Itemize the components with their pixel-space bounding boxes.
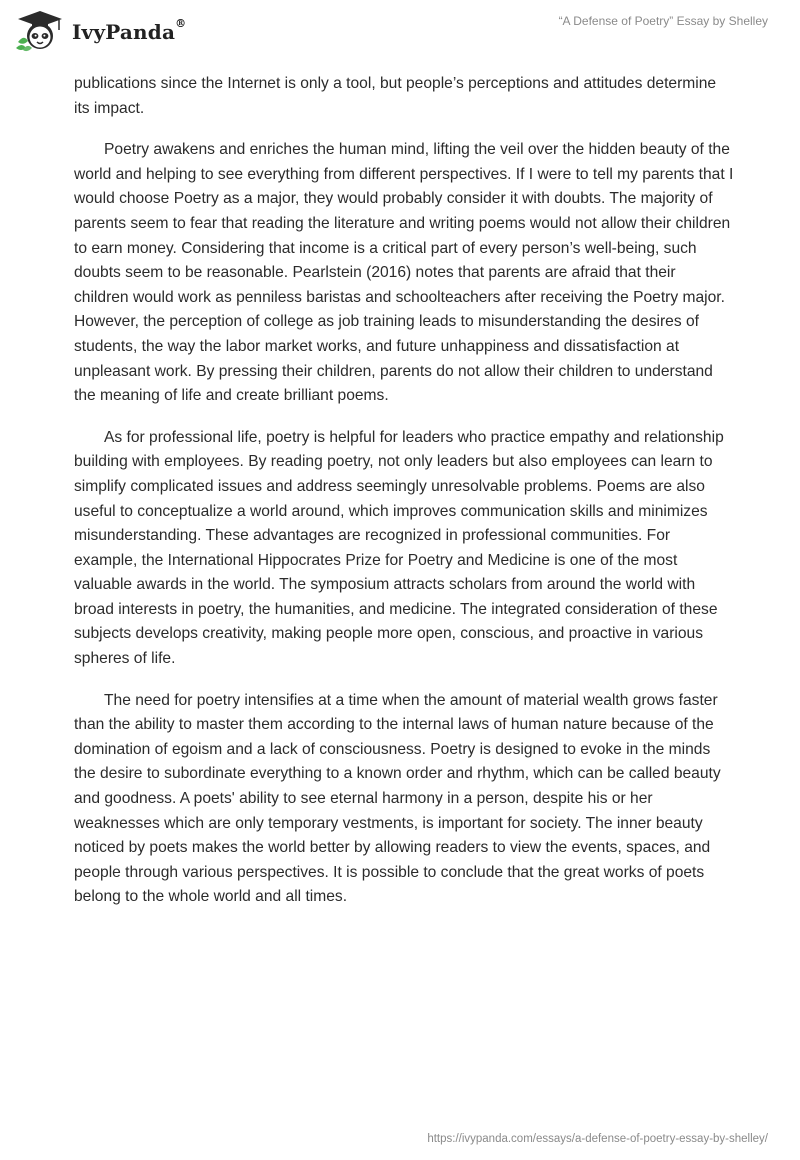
paragraph: As for professional life, poetry is helpful for leaders who practice empathy and relationship building with employees. By reading poetry, not only leaders but also employees can learn to simplify complicated issues and address seemingly unresolvable problems. Poems are also useful to conceptualize a world around, which improves communication skills and minimizes misunderstanding. These advantages are recognized in professional communities. For example, the International Hippocrates Prize for Poetry and Medicine is one of the most valuable awards in the world. The symposium attracts scholars from around the world with broad interests in poetry, the humanities, and medicine. The integrated consideration of these subjects develops creativity, making people more open, conscious, and proactive in various spheres of life. [74,428,724,668]
brand-name: IvyPanda® [72,17,187,44]
panda-logo-icon [14,8,66,52]
source-url[interactable]: https://ivypanda.com/essays/a-defense-of-poetry-essay-by-shelley/ [427,1133,768,1145]
paragraph: Poetry awakens and enriches the human mind, lifting the veil over the hidden beauty of the world and helping to see everything from different perspectives. If I were to tell my parents that I would choose Poetry as a major, they would probably consider it with doubts. The majority of parents seem to fear that reading the literature and writing poems would not allow their children to earn money. Considering that income is a critical part of every person’s well-being, such doubts seem to be reasonable. Pearlstein (2016) notes that parents are afraid that their children would work as penniless baristas and schoolteachers after receiving the Poetry major. However, the perception of college as job training leads to misunderstanding the desires of students, the way the labor market works, and future unhappiness and dissatisfaction at unpleasant work. By pressing their children, parents do not allow their children to understand the meaning of life and create brilliant poems. [74,141,734,405]
trademark-symbol: ® [175,17,187,31]
paragraph: The need for poetry intensifies at a time when the amount of material wealth grows faster than the ability to master them according to the internal laws of human nature because of the domination of egoism and a lack of consciousness. Poetry is designed to evoke in the minds the desire to subordinate everything to a known order and rhythm, which can be called beauty and goodness. A poets' ability to see eternal harmony in a person, despite his or her weaknesses which are only temporary vestments, is important for society. The inner beauty noticed by poets makes the world better by allowing readers to view the events, spaces, and people through various perspectives. It is possible to conclude that the great works of poets belong to the whole world and all times. [74,691,721,906]
document-title: “A Defense of Poetry” Essay by Shelley [558,14,768,28]
ivypanda-logo[interactable] [14,8,186,52]
paragraph-continuation: publications since the Internet is only a tool, but people’s perceptions and attitudes determine its impact. [74,75,717,117]
page-header [0,0,800,60]
essay-body [74,72,734,927]
